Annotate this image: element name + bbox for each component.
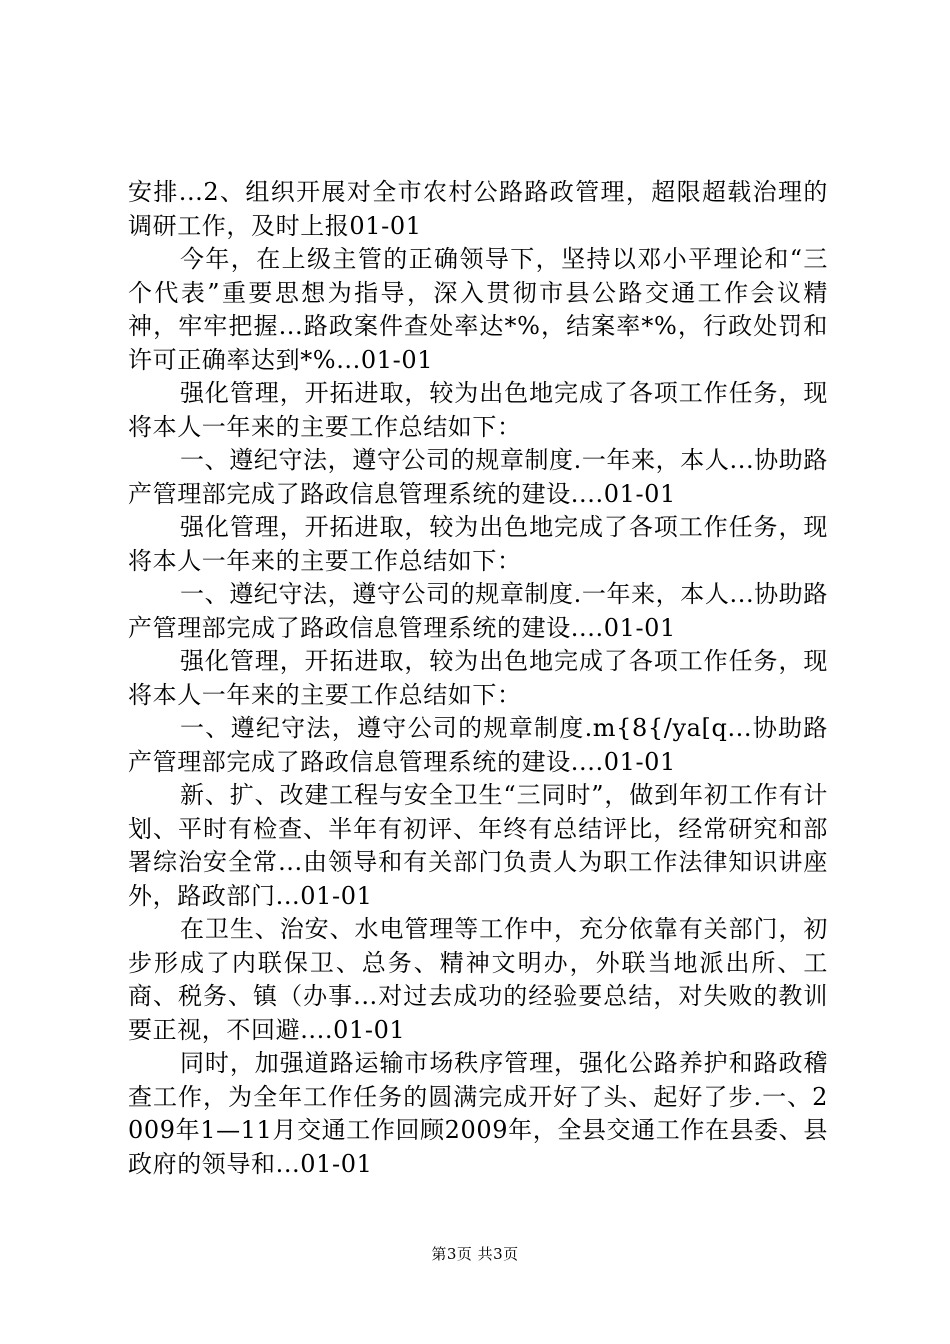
paragraph-3: 强化管理，开拓进取，较为出色地完成了各项工作任务，现将本人一年来的主要工作总结如下：	[128, 379, 828, 441]
paragraph-1: 安排...2、组织开展对全市农村公路路政管理，超限超载治理的调研工作，及时上报01-01	[128, 178, 828, 240]
paragraph-9: 新、扩、改建工程与安全卫生“三同时”，做到年初工作有计划、平时有检查、半年有初评、年终有总结评比，经常研究和部署综治安全常...由领导和有关部门负责人为职工作法律知识讲座外，路政部门...01-01	[128, 781, 828, 910]
page-number-footer: 第3页 共3页	[431, 1245, 519, 1263]
paragraph-5: 强化管理，开拓进取，较为出色地完成了各项工作任务，现将本人一年来的主要工作总结如下：	[128, 513, 828, 575]
paragraph-7: 强化管理，开拓进取，较为出色地完成了各项工作任务，现将本人一年来的主要工作总结如下：	[128, 647, 828, 709]
paragraph-11: 同时，加强道路运输市场秩序管理，强化公路养护和路政稽查工作，为全年工作任务的圆满完成开好了头、起好了步.一、2009年1—11月交通工作回顾2009年，全县交通工作在县委、县政府的领导和...01-01	[128, 1049, 828, 1178]
paragraph-4: 一、遵纪守法，遵守公司的规章制度.一年来，本人...协助路产管理部完成了路政信息管理系统的建设....01-01	[128, 446, 828, 508]
paragraph-6: 一、遵纪守法，遵守公司的规章制度.一年来，本人...协助路产管理部完成了路政信息管理系统的建设....01-01	[128, 580, 828, 642]
paragraph-10: 在卫生、治安、水电管理等工作中，充分依靠有关部门，初步形成了内联保卫、总务、精神文明办，外联当地派出所、工商、税务、镇（办事...对过去成功的经验要总结，对失败的教训要正视，不回避....01-01	[128, 915, 828, 1044]
document-body	[128, 176, 828, 1181]
paragraph-2: 今年，在上级主管的正确领导下，坚持以邓小平理论和“三个代表”重要思想为指导，深入贯彻市县公路交通工作会议精神，牢牢把握...路政案件查处率达*%，结案率*%，行政处罚和许可正确率达到*%...01-01	[128, 245, 828, 374]
paragraph-8: 一、遵纪守法，遵守公司的规章制度.m{8{/ya[q...协助路产管理部完成了路政信息管理系统的建设....01-01	[128, 714, 828, 776]
